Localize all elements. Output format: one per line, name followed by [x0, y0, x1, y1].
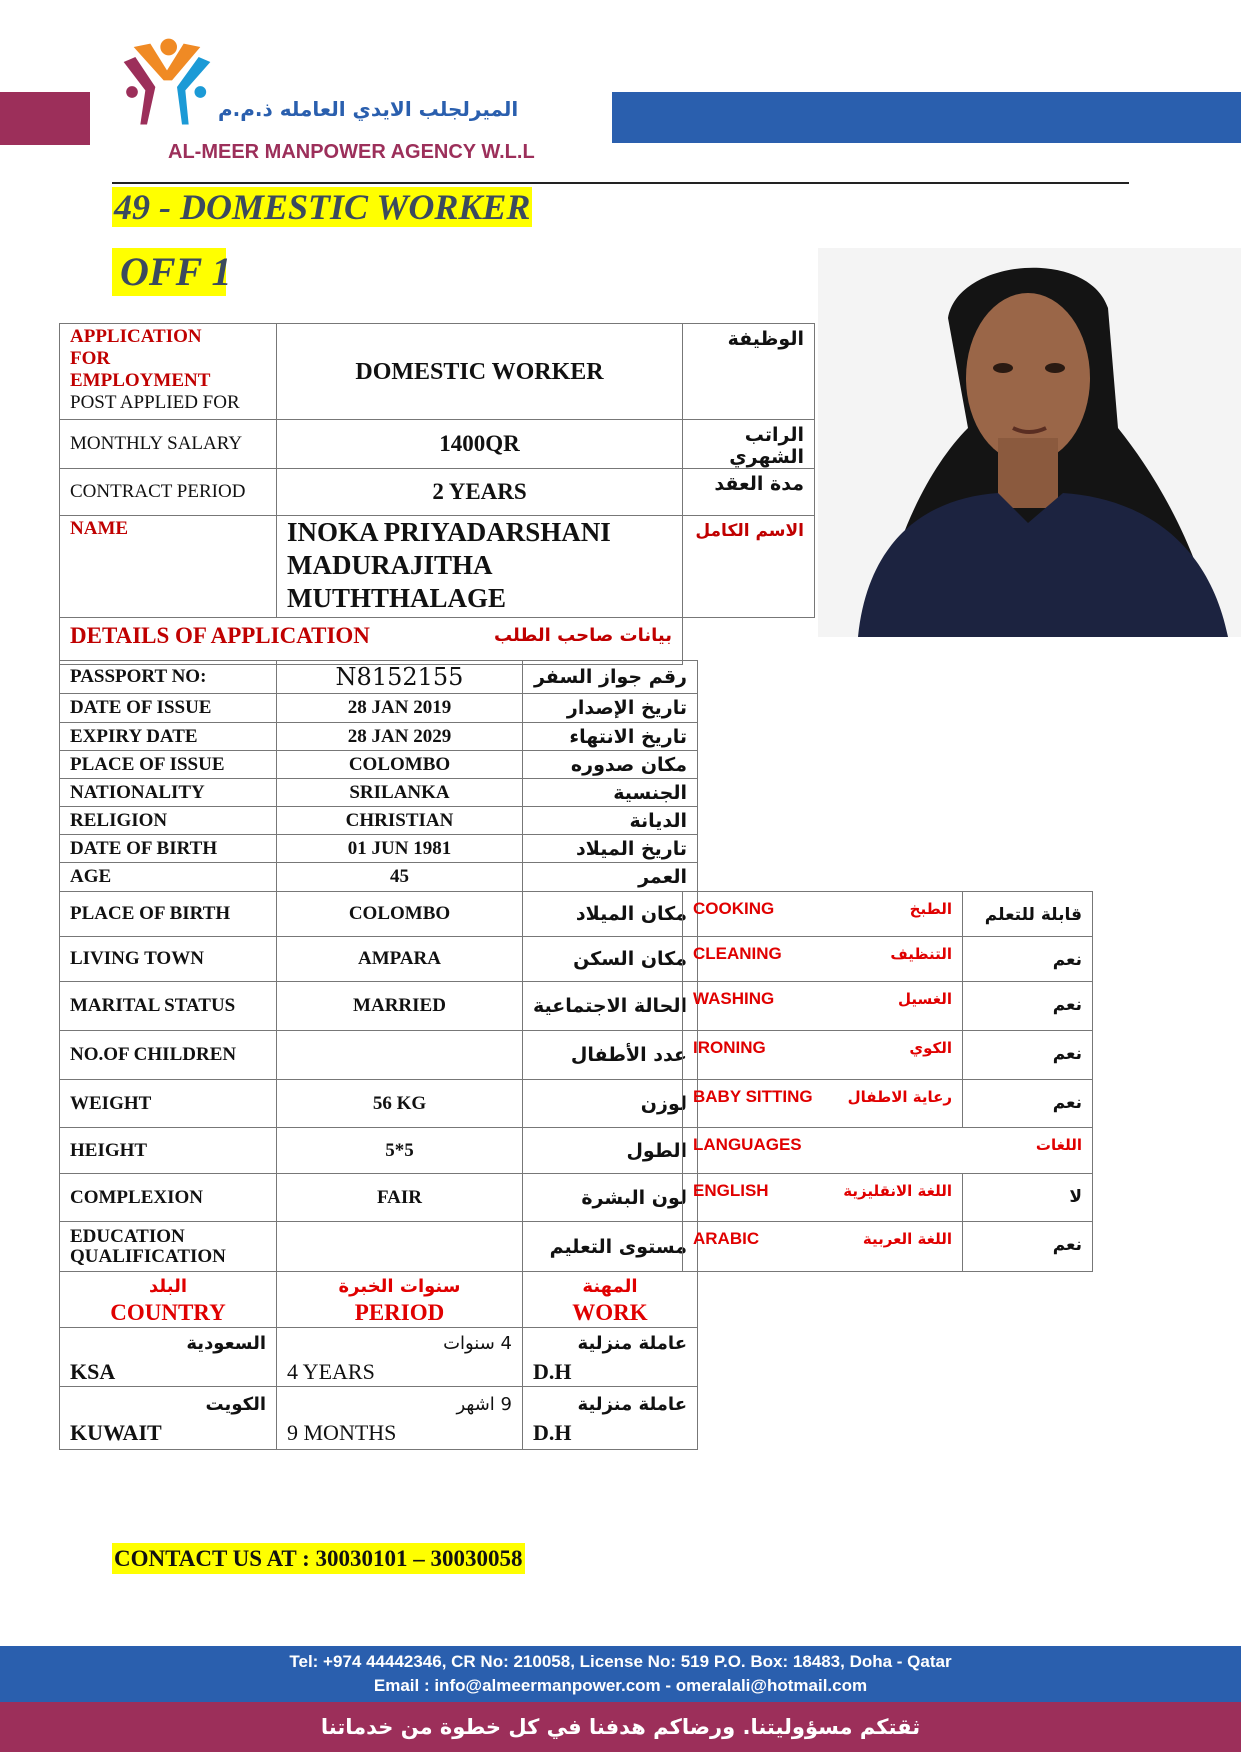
detail-value: 56 KG — [277, 1080, 523, 1128]
skill-cell — [683, 982, 963, 1031]
experience-header — [277, 1272, 523, 1328]
skill-label: WASHING — [693, 989, 775, 1008]
detail-label-ar: مكان الميلاد — [523, 892, 698, 937]
skill-label: BABY SITTING — [693, 1087, 813, 1106]
detail-label-ar: الطول — [523, 1128, 698, 1174]
experience-country: KUWAIT — [70, 1420, 162, 1445]
skill-row — [683, 937, 1093, 982]
skill-value-cell — [963, 1080, 1093, 1128]
detail-label-ar: الديانة — [523, 807, 698, 835]
experience-period-ar: 4 سنوات — [443, 1333, 512, 1354]
detail-label: DATE OF BIRTH — [60, 835, 277, 863]
salary-value: 1400QR — [277, 420, 683, 469]
details-heading-ar: بيانات صاحب الطلب — [493, 625, 672, 646]
detail-row — [60, 1128, 698, 1174]
detail-row — [60, 863, 698, 892]
detail-value: 01 JUN 1981 — [277, 835, 523, 863]
skill-label-ar: الكوي — [909, 1039, 952, 1057]
detail-value: 5*5 — [277, 1128, 523, 1174]
experience-work-ar: عاملة منزلية — [577, 1394, 687, 1415]
page-title: 49 - DOMESTIC WORKER — [114, 187, 531, 227]
detail-value: 28 JAN 2019 — [277, 694, 523, 723]
post-label-ar: الوظيفة — [683, 324, 815, 420]
detail-label: NATIONALITY — [60, 779, 277, 807]
skill-cell — [683, 1080, 963, 1128]
skill-value: نعم — [1052, 950, 1082, 970]
detail-label: EXPIRY DATE — [60, 723, 277, 751]
detail-value: COLOMBO — [277, 892, 523, 937]
name-line: MADURAJITHA — [287, 550, 493, 580]
experience-header-en: PERIOD — [354, 1299, 445, 1325]
salary-label: MONTHLY SALARY — [60, 420, 277, 469]
name-label-ar: الاسم الكامل — [683, 516, 815, 618]
post-label: POST APPLIED FOR — [70, 392, 240, 413]
detail-label: PLACE OF BIRTH — [60, 892, 277, 937]
experience-country-ar: الكويت — [205, 1394, 266, 1415]
experience-header-en: WORK — [572, 1299, 648, 1325]
company-name-arabic: الميرلجلب الايدي العامله ذ.م.م — [218, 97, 519, 121]
detail-label: DATE OF ISSUE — [60, 694, 277, 723]
detail-row — [60, 807, 698, 835]
skill-row — [683, 1031, 1093, 1080]
language-value-cell — [963, 1174, 1093, 1222]
contract-label-ar: مدة العقد — [683, 469, 815, 516]
skill-value-cell — [963, 937, 1093, 982]
company-name-english: AL-MEER MANPOWER AGENCY W.L.L — [168, 141, 535, 163]
contact-line: CONTACT US AT : 30030101 – 30030058 — [112, 1543, 525, 1574]
detail-value: MARRIED — [277, 982, 523, 1031]
experience-cell — [60, 1387, 277, 1450]
detail-row — [60, 982, 698, 1031]
detail-label: EDUCATION QUALIFICATION — [60, 1222, 277, 1272]
detail-row — [60, 1174, 698, 1222]
detail-label-ar: مستوى التعليم — [523, 1222, 698, 1272]
detail-value: AMPARA — [277, 937, 523, 982]
details-table — [59, 660, 698, 1450]
language-label-ar: اللغة الانقليزية — [843, 1182, 952, 1200]
experience-header-row — [60, 1272, 698, 1328]
detail-value: N8152155 — [277, 661, 523, 694]
name-row — [60, 516, 815, 618]
detail-label: HEIGHT — [60, 1128, 277, 1174]
detail-label-ar: تاريخ الانتهاء — [523, 723, 698, 751]
detail-label-ar: لوزن — [523, 1080, 698, 1128]
contract-value: 2 YEARS — [277, 469, 683, 516]
experience-cell — [277, 1387, 523, 1450]
detail-row — [60, 1222, 698, 1272]
detail-row — [60, 661, 698, 694]
experience-period: 9 MONTHS — [287, 1420, 397, 1445]
experience-cell — [60, 1328, 277, 1387]
skill-label: CLEANING — [693, 944, 782, 963]
detail-row — [60, 1031, 698, 1080]
detail-label-ar: رقم جواز السفر — [523, 661, 698, 694]
footer-contact-bar — [0, 1646, 1241, 1702]
skill-cell — [683, 937, 963, 982]
skill-label: COOKING — [693, 899, 775, 918]
company-logo-icon — [117, 28, 217, 136]
detail-label-ar: تاريخ الميلاد — [523, 835, 698, 863]
experience-work-ar: عاملة منزلية — [577, 1333, 687, 1354]
detail-value: SRILANKA — [277, 779, 523, 807]
detail-row — [60, 937, 698, 982]
skill-value: نعم — [1052, 1044, 1082, 1064]
contract-label: CONTRACT PERIOD — [60, 469, 277, 516]
detail-row — [60, 835, 698, 863]
header-divider — [112, 182, 1129, 184]
detail-label: AGE — [60, 863, 277, 892]
language-value: لا — [1069, 1187, 1082, 1207]
footer-slogan: ثقتكم مسؤوليتنا. ورضاكم هدفنا في كل خطوة من خدماتنا — [0, 1702, 1241, 1752]
detail-value: CHRISTIAN — [277, 807, 523, 835]
detail-value: COLOMBO — [277, 751, 523, 779]
skill-cell — [683, 1031, 963, 1080]
skill-label-ar: الغسيل — [897, 990, 952, 1008]
skill-value-cell — [963, 982, 1093, 1031]
skill-label-ar: رعاية الاطفال — [847, 1088, 952, 1106]
detail-label-ar: العمر — [523, 863, 698, 892]
experience-header — [60, 1272, 277, 1328]
languages-label-ar: اللغات — [1035, 1136, 1082, 1154]
detail-label: RELIGION — [60, 807, 277, 835]
language-cell — [683, 1222, 963, 1272]
language-row — [683, 1174, 1093, 1222]
experience-row — [60, 1387, 698, 1450]
contract-row — [60, 469, 815, 516]
detail-label-ar: لون البشرة — [523, 1174, 698, 1222]
languages-header-row — [683, 1128, 1093, 1174]
footer-email-line: Email : info@almeermanpower.com - omeralali@hotmail.com — [373, 1676, 868, 1695]
header-magenta-block — [0, 92, 90, 145]
detail-row — [60, 779, 698, 807]
detail-value: FAIR — [277, 1174, 523, 1222]
skill-row — [683, 892, 1093, 937]
detail-value — [277, 1222, 523, 1272]
experience-cell — [523, 1328, 698, 1387]
experience-work: D.H — [533, 1420, 572, 1445]
detail-label-ar: الحالة الاجتماعية — [523, 982, 698, 1031]
details-heading: DETAILS OF APPLICATION — [70, 623, 370, 648]
skill-value-cell — [963, 1031, 1093, 1080]
skill-label-ar: التنظيف — [890, 945, 952, 963]
detail-label: PASSPORT NO: — [60, 661, 277, 694]
salary-label-ar: الراتب الشهري — [683, 420, 815, 469]
name-line: INOKA PRIYADARSHANI — [287, 517, 611, 547]
details-header-row — [60, 618, 815, 665]
detail-label: MARITAL STATUS — [60, 982, 277, 1031]
language-label: ENGLISH — [693, 1181, 769, 1200]
skill-label-ar: الطبخ — [909, 900, 952, 918]
detail-value: 28 JAN 2029 — [277, 723, 523, 751]
experience-period-ar: 9 اشهر — [456, 1394, 512, 1415]
application-label: APPLICATION — [70, 326, 202, 347]
detail-label: COMPLEXION — [60, 1174, 277, 1222]
experience-row — [60, 1328, 698, 1387]
detail-label-ar: مكان السكن — [523, 937, 698, 982]
detail-row — [60, 1080, 698, 1128]
skill-row — [683, 1080, 1093, 1128]
language-value: نعم — [1052, 1235, 1082, 1255]
detail-value — [277, 1031, 523, 1080]
skill-row — [683, 982, 1093, 1031]
header-blue-bar — [612, 92, 1241, 143]
post-row — [60, 324, 815, 420]
skill-value: نعم — [1052, 1093, 1082, 1113]
application-label: FOR — [70, 348, 111, 369]
detail-row — [60, 723, 698, 751]
skill-value-cell — [963, 892, 1093, 937]
post-value: DOMESTIC WORKER — [277, 324, 683, 420]
skill-value: قابلة للتعلم — [984, 905, 1082, 925]
name-line: MUTHTHALAGE — [287, 583, 507, 613]
detail-label: PLACE OF ISSUE — [60, 751, 277, 779]
experience-work: D.H — [533, 1359, 572, 1384]
experience-country: KSA — [70, 1359, 116, 1384]
experience-header-ar: البلد — [148, 1275, 188, 1297]
experience-cell — [523, 1387, 698, 1450]
language-label: ARABIC — [693, 1229, 760, 1248]
experience-cell — [277, 1328, 523, 1387]
detail-label-ar: عدد الأطفال — [523, 1031, 698, 1080]
detail-label-ar: مكان صدوره — [523, 751, 698, 779]
experience-period: 4 YEARS — [287, 1359, 375, 1384]
experience-country-ar: السعودية — [186, 1333, 266, 1354]
detail-label: NO.OF CHILDREN — [60, 1031, 277, 1080]
detail-value: 45 — [277, 863, 523, 892]
experience-header — [523, 1272, 698, 1328]
detail-row — [60, 751, 698, 779]
detail-label-ar: الجنسية — [523, 779, 698, 807]
experience-header-ar: المهنة — [582, 1275, 638, 1297]
language-row — [683, 1222, 1093, 1272]
detail-label-ar: تاريخ الإصدار — [523, 694, 698, 723]
skill-cell — [683, 892, 963, 937]
detail-row — [60, 694, 698, 723]
language-value-cell — [963, 1222, 1093, 1272]
page-subtitle: OFF 1 — [112, 248, 226, 296]
skills-table — [682, 891, 1093, 1272]
language-label-ar: اللغة العربية — [862, 1230, 952, 1248]
experience-header-en: COUNTRY — [110, 1299, 226, 1325]
languages-header — [683, 1128, 1093, 1174]
languages-label: LANGUAGES — [693, 1135, 802, 1154]
name-label: NAME — [60, 516, 277, 618]
detail-label: WEIGHT — [60, 1080, 277, 1128]
detail-row — [60, 892, 698, 937]
application-label: EMPLOYMENT — [70, 370, 211, 391]
application-table — [59, 323, 815, 665]
experience-header-ar: سنوات الخبرة — [338, 1275, 461, 1297]
applicant-photo — [818, 248, 1241, 637]
language-cell — [683, 1174, 963, 1222]
skill-value: نعم — [1052, 995, 1082, 1015]
salary-row — [60, 420, 815, 469]
detail-label: LIVING TOWN — [60, 937, 277, 982]
skill-label: IRONING — [693, 1038, 766, 1057]
footer-line-1: Tel: +974 44442346, CR No: 210058, License No: 519 P.O. Box: 18483, Doha - Qatar — [289, 1652, 952, 1671]
